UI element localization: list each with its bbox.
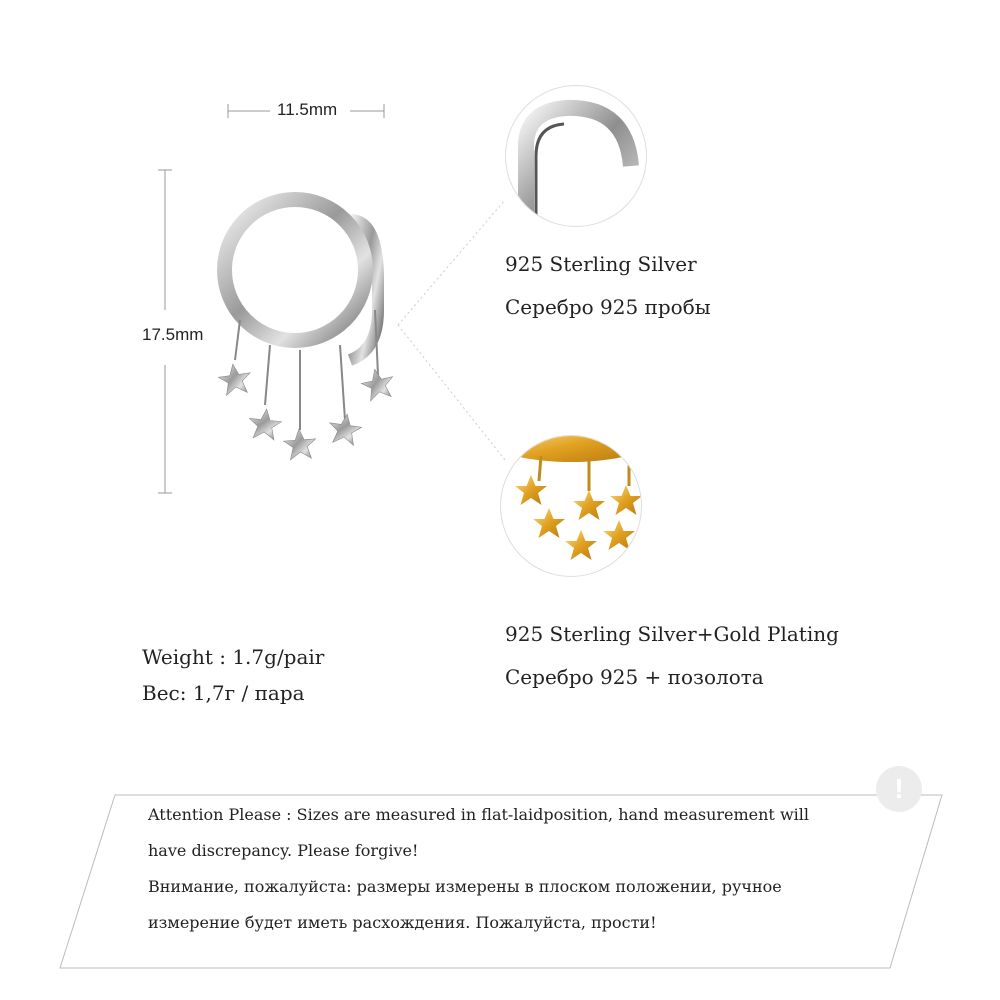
earring-silver-image — [200, 160, 400, 480]
notice-line-3: Внимание, пожалуйста: размеры измерены в плоском положении, ручное — [148, 877, 782, 896]
weight-ru: Вес: 1,7г / пара — [142, 681, 305, 705]
notice-line-4: измерение будет иметь расхождения. Пожалуйста, прости! — [148, 913, 657, 932]
height-dimension-label: 17.5mm — [142, 325, 204, 344]
notice-line-2: have discrepancy. Please forgive! — [148, 841, 419, 860]
gold-stars-closeup-icon — [501, 436, 641, 576]
silver-variant-title-en: 925 Sterling Silver — [505, 252, 697, 276]
silver-variant-title-ru: Серебро 925 пробы — [505, 295, 711, 319]
width-dimension-label: 11.5mm — [277, 100, 338, 119]
gold-variant-title-en: 925 Sterling Silver+Gold Plating — [505, 622, 839, 646]
notice-line-1: Attention Please : Sizes are measured in flat-laidposition, hand measurement will — [148, 805, 809, 824]
silver-hoop-closeup-icon — [506, 86, 646, 226]
weight-en: Weight : 1.7g/pair — [142, 645, 325, 669]
gold-closeup-image — [500, 435, 642, 577]
silver-closeup-image — [505, 85, 647, 227]
gold-variant-title-ru: Серебро 925 + позолота — [505, 665, 764, 689]
exclamation-icon: ! — [876, 766, 922, 812]
